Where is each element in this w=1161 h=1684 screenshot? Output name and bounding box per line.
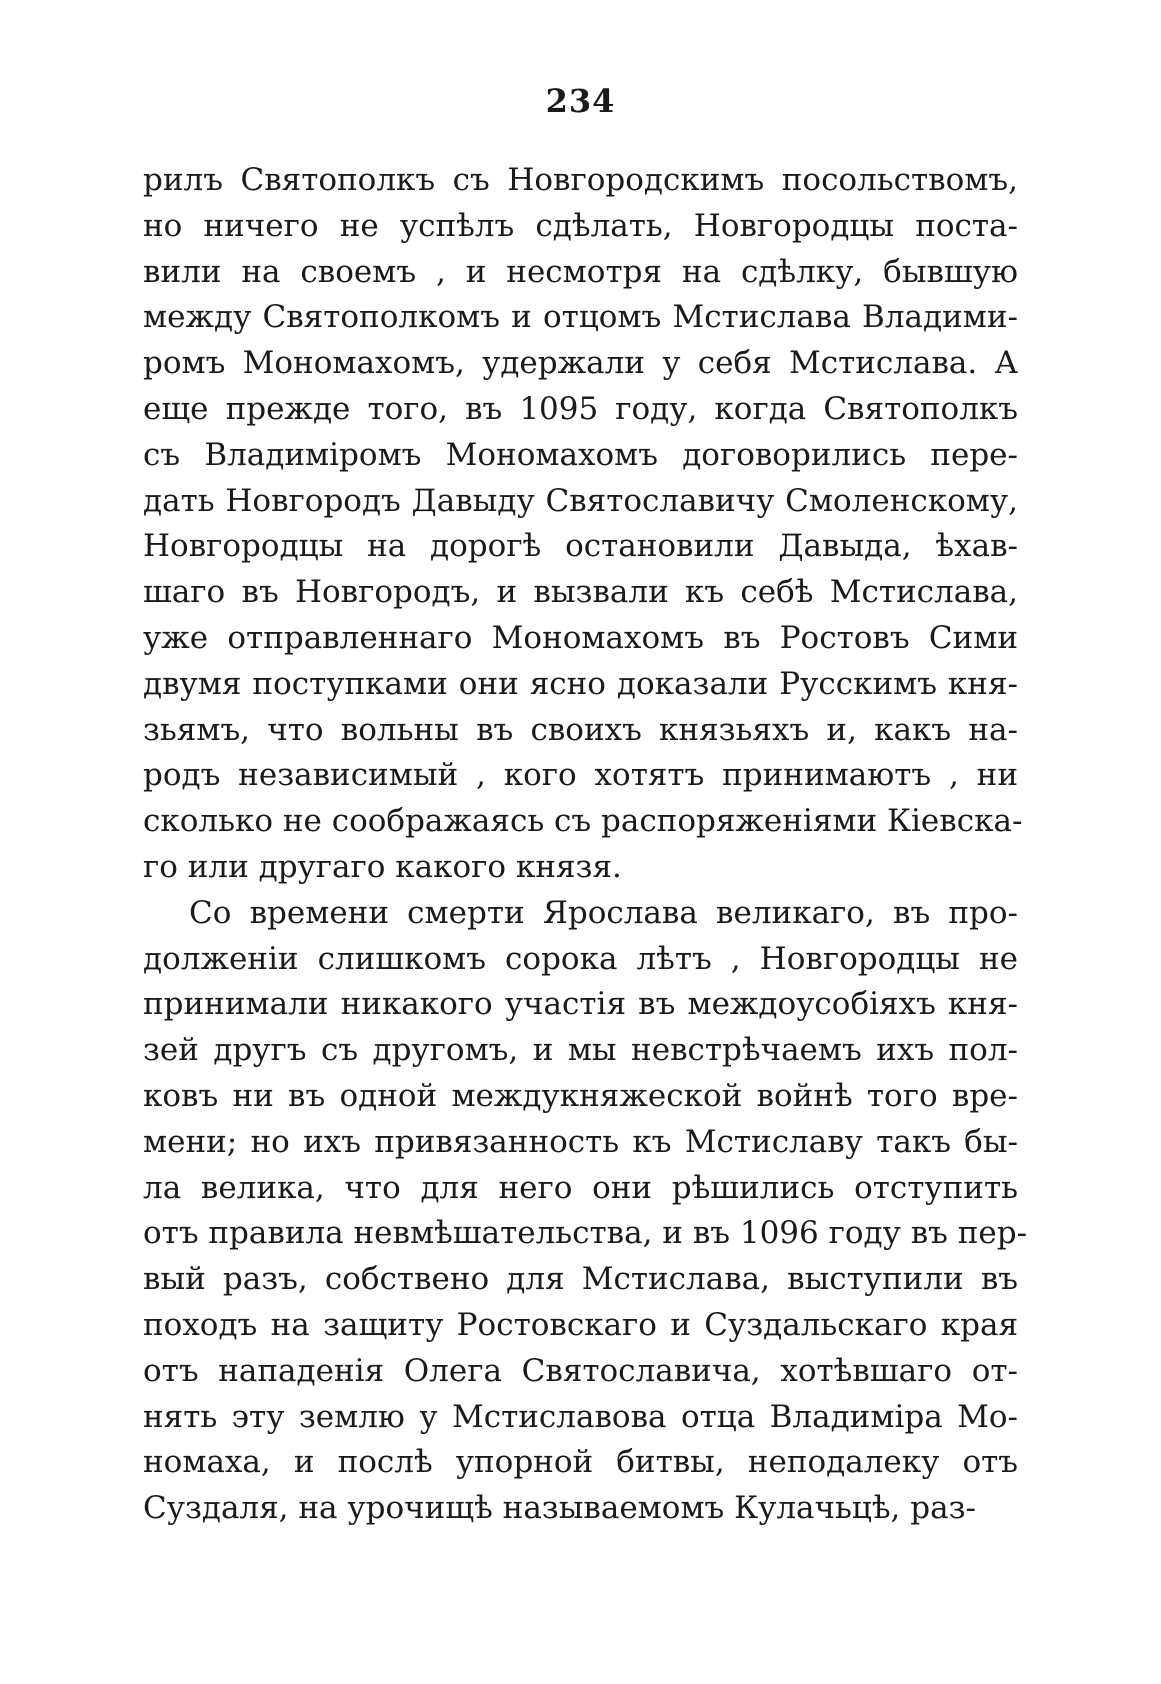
text-line: ковъ ни въ одной междукняжеской войнѣ того вре-	[143, 1077, 1018, 1114]
paragraph	[143, 891, 1028, 1532]
text-line: принимали никакого участія въ междоусобіяхъ кня-	[143, 986, 1018, 1023]
text-line: ромъ Мономахомъ, удержали у себя Мстислава. А	[143, 345, 1018, 382]
text-line: но ничего не успѣлъ сдѣлать, Новгородцы поста-	[143, 207, 1018, 244]
page-number: 234	[545, 82, 616, 120]
text-line: долженіи слишкомъ сорока лѣтъ , Новгородцы не	[143, 940, 1018, 977]
text-line: дать Новгородъ Давыду Святославичу Смоленскому,	[143, 482, 1018, 519]
text-line: рилъ Святополкъ съ Новгородскимъ посольствомъ,	[143, 162, 1018, 198]
text-line: Новгородцы на дорогѣ остановили Давыда, ѣхав-	[143, 528, 1018, 565]
text-line: нять эту землю у Мстиславова отца Владиміра Мо-	[143, 1398, 1018, 1435]
text-line: родъ независимый , кого хотятъ принимаютъ , ни	[143, 757, 1018, 794]
text-line: между Святополкомъ и отцомъ Мстислава Владими-	[143, 299, 1018, 336]
text-line: номаха, и послѣ упорной битвы, неподалеку отъ	[143, 1444, 1018, 1481]
text-line: съ Владиміромъ Мономахомъ договорились пере-	[143, 436, 1018, 473]
text-line: сколько не соображаясь съ распоряженіями Кіевска-	[143, 803, 1023, 840]
text-line: ла велика, что для него они рѣшились отступить	[143, 1169, 1018, 1206]
text-line: походъ на защиту Ростовскаго и Суздальскаго края	[143, 1306, 1018, 1343]
text-line: вый разъ, собствено для Мстислава, выступили въ	[143, 1261, 1018, 1298]
paragraph	[143, 158, 1023, 891]
text-line: вили на своемъ , и несмотря на сдѣлку, бывшую	[143, 253, 1018, 290]
text-line: зьямъ, что вольны въ своихъ князьяхъ и, какъ на-	[143, 711, 1018, 748]
text-line: зей другъ съ другомъ, и мы невстрѣчаемъ ихъ пол-	[143, 1032, 1018, 1069]
text-line: отъ нападенія Олега Святославича, хотѣвшаго от-	[143, 1352, 1018, 1389]
text-line: го или другаго какого князя.	[143, 848, 622, 885]
text-line: Со времени смерти Ярослава великаго, въ про-	[189, 894, 1018, 931]
text-line: двумя поступками они ясно доказали Русскимъ кня-	[143, 665, 1018, 702]
text-line: шаго въ Новгородъ, и вызвали къ себѣ Мстислава,	[143, 574, 1018, 611]
text-line: еще прежде того, въ 1095 году, когда Святополкъ	[143, 390, 1018, 427]
body-text	[143, 158, 1028, 1532]
text-line: уже отправленнаго Мономахомъ въ Ростовъ Сими	[143, 619, 1018, 656]
text-line: мени; но ихъ привязанность къ Мстиславу такъ бы-	[143, 1123, 1018, 1160]
text-line: отъ правила невмѣшательства, и въ 1096 году въ пер-	[143, 1215, 1028, 1252]
text-line: Суздаля, на урочищѣ называемомъ Кулачьцѣ, раз-	[143, 1490, 976, 1527]
